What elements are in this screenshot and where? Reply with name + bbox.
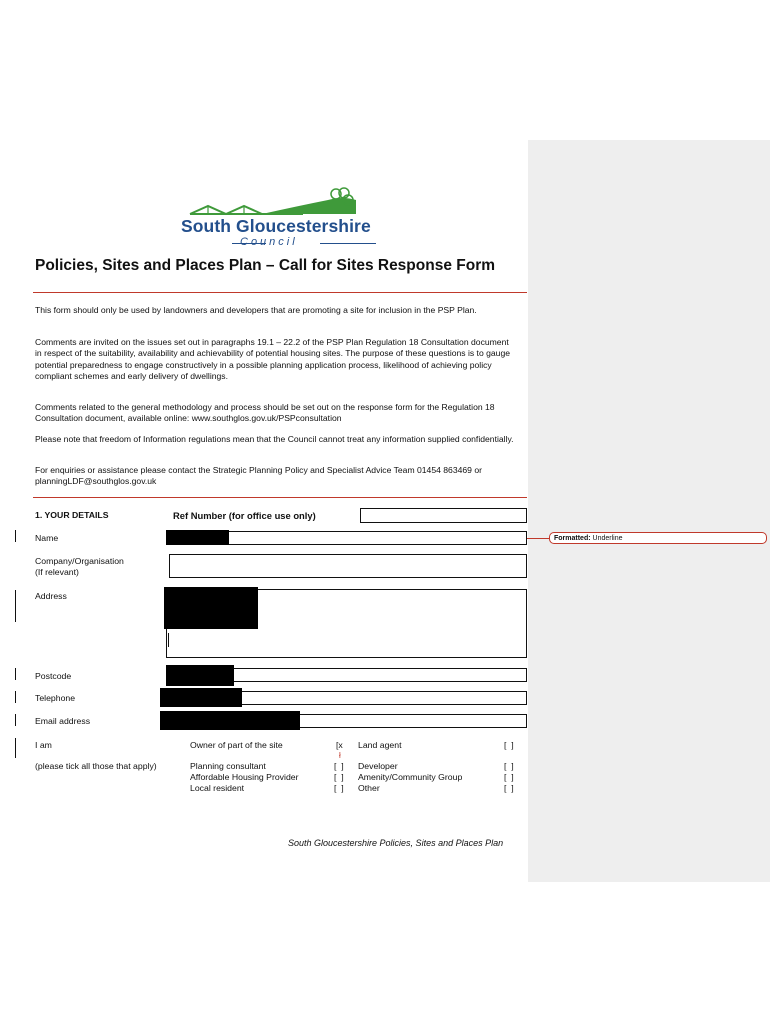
postcode-redaction: [166, 665, 234, 686]
option-amenity-group-label: Amenity/Community Group: [358, 772, 463, 782]
option-land-agent-checkbox[interactable]: [ ]: [504, 740, 514, 750]
formatting-comment[interactable]: [549, 532, 767, 544]
option-local-resident-label: Local resident: [190, 783, 245, 793]
name-redaction: [166, 530, 229, 545]
tick-instructions: (please tick all those that apply): [35, 761, 157, 771]
insertion-mark: ł: [339, 751, 341, 760]
option-developer-label: Developer: [358, 761, 398, 771]
option-amenity-group-checkbox[interactable]: [ ]: [504, 772, 514, 782]
option-affordable-housing-label: Affordable Housing Provider: [190, 772, 299, 782]
option-other-checkbox[interactable]: [ ]: [504, 783, 514, 793]
email-label: Email address: [35, 716, 91, 726]
option-owner-checkbox[interactable]: [x: [336, 740, 343, 750]
company-field[interactable]: [169, 554, 527, 578]
company-sublabel: (If relevant): [35, 567, 79, 577]
comment-margin-pane: [528, 140, 770, 882]
email-redaction: [160, 711, 300, 730]
text-cursor: [168, 633, 169, 647]
change-bar: [15, 691, 16, 703]
address-redaction: [164, 587, 258, 629]
option-planning-consultant-label: Planning consultant: [190, 761, 266, 771]
change-bar: [15, 530, 16, 542]
ref-number-label: Ref Number (for office use only): [173, 510, 316, 521]
option-land-agent-label: Land agent: [358, 740, 402, 750]
i-am-label: I am: [35, 740, 52, 750]
comment-connector: [527, 538, 549, 539]
change-bar: [15, 590, 16, 622]
form-title: Policies, Sites and Places Plan – Call for Sites Response Form: [35, 257, 496, 274]
option-affordable-housing-checkbox[interactable]: [ ]: [334, 772, 344, 782]
logo-name: South Gloucestershire: [181, 216, 371, 236]
intro-paragraph-5: For enquiries or assistance please contact the Strategic Planning Policy and Specialist Advice Team 01454 863469 or planningLDF@southglos.gov.uk: [35, 465, 482, 487]
change-bar: [15, 738, 16, 758]
change-bar: [15, 714, 16, 726]
details-rule: [33, 497, 527, 498]
intro-paragraph-2: Comments are invited on the issues set out in paragraphs 19.1 – 22.2 of the PSP Plan Regulation 18 Consultation document in respect of the suitability, availability and achievability of potential housing sites. The purpose of these questions is to gauge potential preparedness to engage constructively in a possible planning application process, likelihood of achieving policy compliant schemes and early delivery of dwellings.: [35, 337, 511, 381]
option-owner-label: Owner of part of the site: [190, 740, 283, 750]
intro-paragraph-3: Comments related to the general methodology and process should be set out on the response form for the Regulation 18 Consultation document, available online: www.southglos.gov.uk/PSPconsultation: [35, 402, 495, 424]
page-footer: South Gloucestershire Policies, Sites and Places Plan: [288, 838, 504, 848]
change-bar: [15, 668, 16, 680]
comment-text: Underline: [592, 535, 623, 542]
logo-council: Council: [240, 236, 298, 248]
company-label: Company/Organisation: [35, 556, 124, 566]
address-label: Address: [35, 591, 67, 601]
name-label: Name: [35, 533, 59, 543]
intro-paragraph-4: Please note that freedom of Information regulations mean that the Council cannot treat any information supplied confidentially.: [35, 434, 514, 444]
option-local-resident-checkbox[interactable]: [ ]: [334, 783, 344, 793]
option-developer-checkbox[interactable]: [ ]: [504, 761, 514, 771]
intro-paragraph-1: This form should only be used by landowners and developers that are promoting a site for inclusion in the PSP Plan.: [35, 305, 477, 315]
telephone-label: Telephone: [35, 693, 76, 703]
telephone-redaction: [160, 688, 242, 707]
option-other-label: Other: [358, 783, 380, 793]
comment-label: Formatted:: [554, 535, 591, 542]
postcode-label: Postcode: [35, 671, 72, 681]
ref-number-field[interactable]: [360, 508, 527, 523]
logo-rule-right: [320, 243, 376, 244]
section-title: 1. YOUR DETAILS: [35, 510, 109, 520]
header-rule: [33, 292, 527, 293]
option-planning-consultant-checkbox[interactable]: [ ]: [334, 761, 344, 771]
